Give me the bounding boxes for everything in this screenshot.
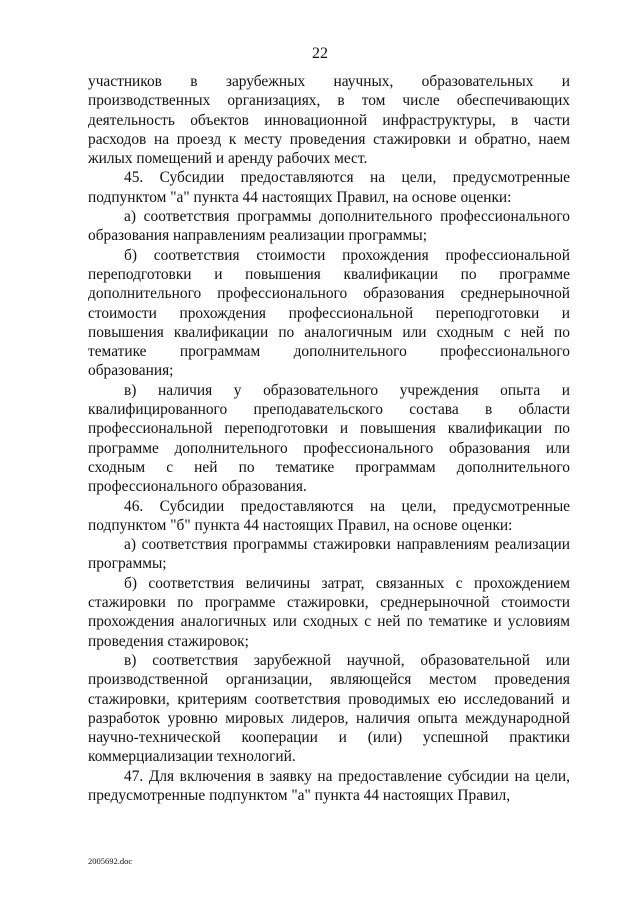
- paragraph-45-a: а) соответствия программы дополнительного профессионального образования направлениям реализации программы;: [88, 208, 570, 245]
- document-filename: 2005692.doc: [88, 856, 133, 866]
- paragraph-45-v: в) наличия у образовательного учреждения опыта и квалифицированного преподавательского состава в области профессиональной переподготовки и повышения квалификации по программе дополнительного профессионального образования или сходным с ней по тематике программам дополнительного профессионального образования.: [88, 381, 570, 496]
- paragraph-continuation: участников в зарубежных научных, образовательных и производственных организациях, в том числе обеспечивающих деятельность объектов инновационной инфраструктуры, в части расходов на проезд к месту проведения стажировки и обратно, наем жилых помещений и аренду рабочих мест.: [88, 73, 570, 168]
- paragraph-46-a: а) соответствия программы стажировки направлениям реализации программы;: [88, 536, 570, 573]
- page-number: 22: [312, 45, 328, 62]
- paragraph-47: 47. Для включения в заявку на предоставление субсидии на цели, предусмотренные подпунктом "а" пункта 44 настоящих Правил,: [88, 767, 570, 804]
- paragraph-46-b: б) соответствия величины затрат, связанных с прохождением стажировки по программе стажировки, среднерыночной стоимости прохождения аналогичных или сходных с ней по тематике и условиям проведения стажировок;: [88, 574, 570, 650]
- paragraph-45-b: б) соответствия стоимости прохождения профессиональной переподготовки и повышения квалификации по программе дополнительного профессионального образования среднерыночной стоимости прохождения профессиональной переподготовки и повышения квалификации по аналогичным или сходным с ней по тематике программам дополнительного профессионального образования;: [88, 246, 570, 380]
- paragraph-46-v: в) соответствия зарубежной научной, образовательной или производственной организации, являющейся местом проведения стажировки, критериям соответствия проводимых ею исследований и разработок уровню мировых лидеров, наличия опыта международной научно-технической кооперации и (или) успешной практики коммерциализации технологий.: [88, 651, 570, 766]
- paragraph-46: 46. Субсидии предоставляются на цели, предусмотренные подпунктом "б" пункта 44 настоящих Правил, на основе оценки:: [88, 497, 570, 534]
- document-body: [88, 72, 570, 805]
- paragraph-45: 45. Субсидии предоставляются на цели, предусмотренные подпунктом "а" пункта 44 настоящих Правил, на основе оценки:: [88, 169, 570, 206]
